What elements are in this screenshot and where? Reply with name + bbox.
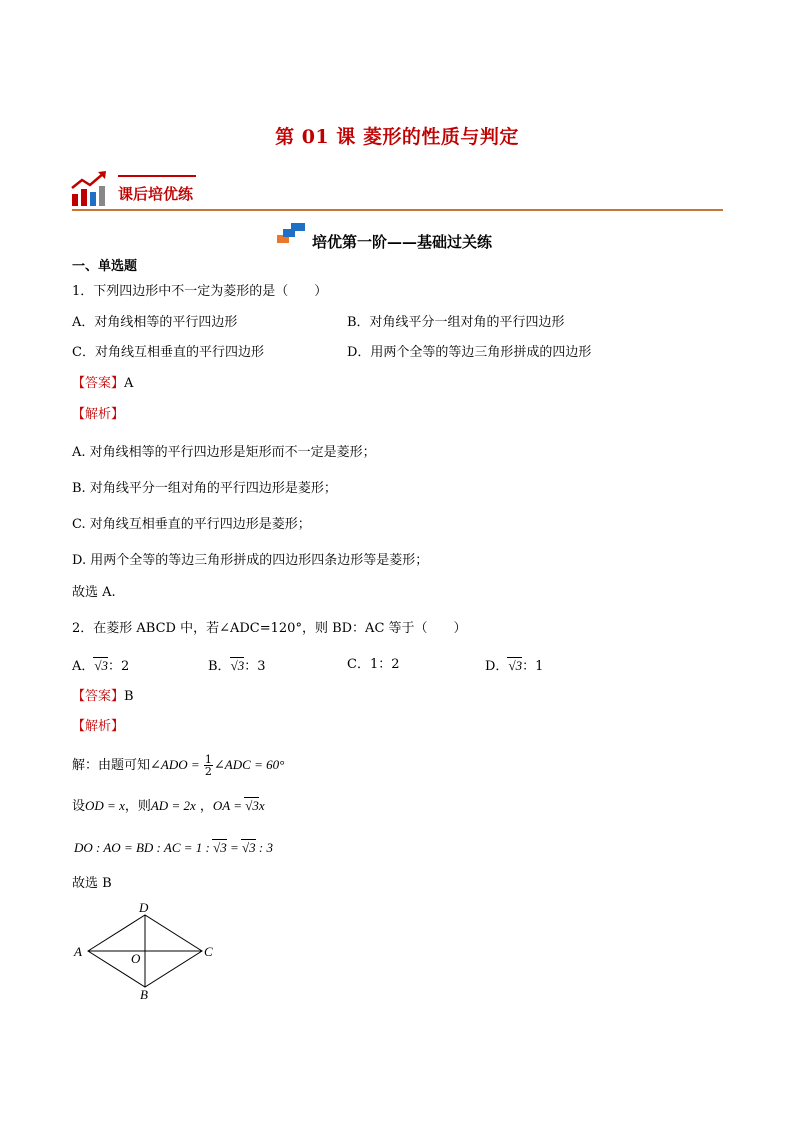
q1-analysis-line: B. 对角线平分一组对角的平行四边形是菱形； [72,481,337,496]
q1-option-d: D．用两个全等的等边三角形拼成的四边形 [347,345,592,360]
section-divider [72,209,723,211]
solution-line-2: 设OD = x，则AD = 2x ，OA = √3x [72,798,265,814]
solution-line-3: DO : AO = BD : AC = 1 : √3 = √3 : 3 [74,840,274,855]
q2-option-d: D．√3：1 [485,658,544,674]
q1-option-a: A．对角线相等的平行四边形 [72,315,238,330]
sqrt-symbol: √3 [230,658,245,673]
sqrt-symbol: √3 [245,798,259,813]
q2-option-b: B．√3：3 [208,658,266,674]
stairs-icon [275,221,309,245]
q1-analysis-line: D. 用两个全等的等边三角形拼成的四边形四条边形等是菱形； [72,553,429,568]
level-title: 培优第一阶——基础过关练 [312,233,493,251]
answer-value: B [124,689,134,704]
q1-analysis-label: 【解析】 [72,407,125,422]
q2-conclusion: 故选 B [72,876,112,891]
q2-option-a: A．√3：2 [72,658,130,674]
q1-option-b: B．对角线平分一组对角的平行四边形 [347,315,565,330]
q2-stem: 2．在菱形 ABCD 中，若∠ADC=120°，则 BD：AC 等于（ ） [72,621,467,636]
q2-answer [72,689,134,705]
vertex-label-a: A [74,944,82,959]
q2-option-c: C．1：2 [347,657,400,672]
answer-label: 【答案】 [72,689,125,704]
sqrt-symbol: √3 [242,840,256,855]
q1-analysis-line: A. 对角线相等的平行四边形是矩形而不一定是菱形； [72,445,376,460]
q1-stem: 1．下列四边形中不一定为菱形的是（ ） [72,284,328,299]
bar-chart-icon [70,170,110,208]
answer-value: A [124,376,134,391]
section-label: 课后培优练 [118,185,194,203]
answer-label: 【答案】 [72,376,125,391]
solution-line-1: 解：由题可知∠ADO = $\frac{1}{2}$ ∠ADC = 60° [72,753,285,778]
vertex-label-b: B [140,987,148,1002]
page-title: 第 01 课 菱形的性质与判定 [275,126,519,148]
part-heading: 一、单选题 [72,259,138,274]
sqrt-symbol: √3 [213,840,227,855]
section-rule-short [118,175,196,177]
rhombus-figure [70,900,220,1002]
center-label-o: O [131,951,141,966]
sqrt-symbol: √3 [94,658,109,673]
fraction: $\frac{1}{2}$ [204,753,212,778]
vertex-label-c: C [204,944,213,959]
q1-conclusion: 故选 A. [72,585,116,600]
q2-analysis-label: 【解析】 [72,719,125,734]
q1-analysis-line: C. 对角线互相垂直的平行四边形是菱形； [72,517,311,532]
vertex-label-d: D [139,900,149,915]
q1-option-c: C．对角线互相垂直的平行四边形 [72,345,264,360]
q1-answer [72,376,133,392]
sqrt-symbol: √3 [508,658,523,673]
